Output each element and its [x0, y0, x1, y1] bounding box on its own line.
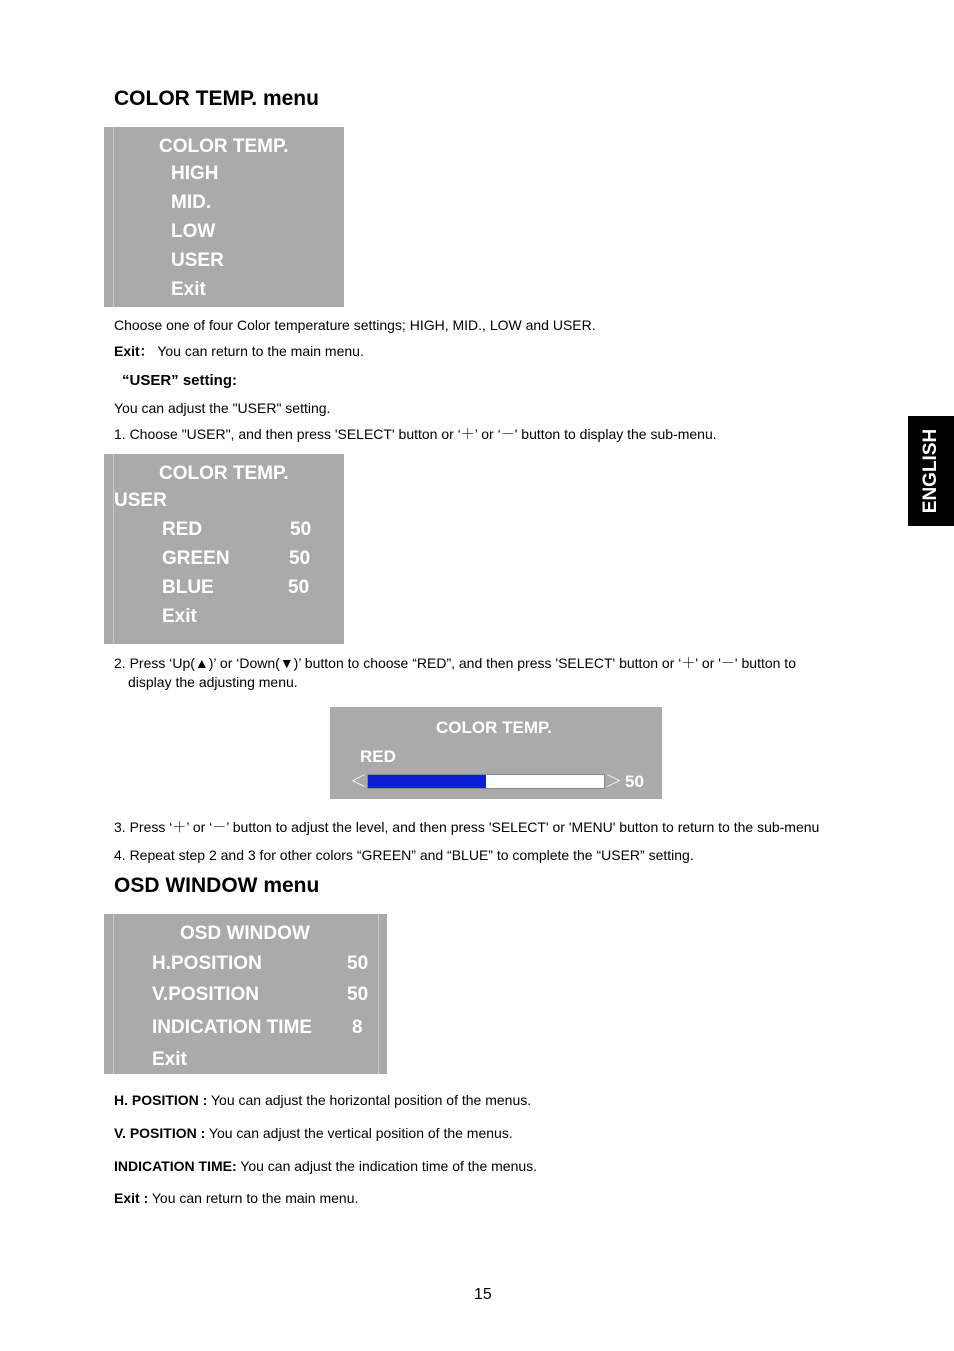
osd-header: COLOR TEMP.: [159, 463, 289, 484]
slider-fill: [368, 775, 486, 788]
osd-item-exit: Exit: [171, 279, 206, 300]
osd-row-red-value: 50: [290, 519, 312, 540]
osd-row-vposition-label: V.POSITION: [152, 984, 259, 1005]
page-number: 15: [474, 1286, 492, 1303]
osd-row-vposition-value: 50: [347, 984, 369, 1005]
osd-header: OSD WINDOW: [180, 923, 310, 944]
osd-row-green-value: 50: [289, 548, 311, 569]
step-4: 4. Repeat step 2 and 3 for other colors “GREEN” and “BLUE” to complete the “USER” setting.: [114, 847, 694, 863]
osd-row-indication-time-value: 8: [352, 1017, 363, 1038]
osd-color-temp-menu: [104, 127, 344, 307]
osd-header: COLOR TEMP.: [436, 718, 552, 737]
step-1: 1. Choose "USER", and then press 'SELECT' button or ‘＋’ or ‘－' button to display the sub-menu.: [114, 426, 717, 442]
desc-label: Exit :: [114, 1190, 149, 1206]
osd-user-submenu: [104, 454, 344, 644]
osd-divider-right: [378, 914, 379, 1074]
language-tab: [908, 416, 954, 526]
osd-row-red-label: RED: [162, 519, 203, 540]
desc-text: You can adjust the vertical position of the menus.: [208, 1125, 513, 1141]
osd-item-exit: Exit: [152, 1049, 187, 1070]
desc-label: INDICATION TIME:: [114, 1158, 237, 1174]
section-title-color-temp: COLOR TEMP. menu: [114, 87, 319, 110]
osd-item-mid: MID.: [171, 192, 212, 213]
osd-subheader-user: USER: [114, 490, 167, 511]
osd-row-hposition-value: 50: [347, 953, 369, 974]
desc-text: You can return to the main menu.: [151, 1190, 359, 1206]
osd-divider-left: [113, 914, 114, 1074]
red-level-slider[interactable]: [367, 774, 605, 789]
slider-right-arrow-icon: ＞: [605, 772, 622, 791]
language-tab-label: ENGLISH: [920, 428, 941, 514]
osd-item-high: HIGH: [171, 163, 219, 184]
osd-slider-label: RED: [360, 747, 396, 766]
exit-text: You can return to the main menu.: [157, 343, 364, 359]
osd-divider: [113, 454, 114, 644]
desc-h-position: [114, 1092, 531, 1109]
osd-divider: [113, 127, 114, 307]
exit-description: [114, 343, 364, 360]
osd-row-blue-value: 50: [288, 577, 310, 598]
user-setting-heading: “USER” setting:: [122, 372, 238, 389]
osd-header: COLOR TEMP.: [159, 136, 289, 157]
user-setting-description: You can adjust the "USER" setting.: [114, 400, 331, 416]
osd-item-user: USER: [171, 250, 224, 271]
step-2-line-2: display the adjusting menu.: [128, 674, 298, 690]
desc-label: H. POSITION :: [114, 1092, 208, 1108]
exit-label: Exit：: [114, 343, 154, 359]
slider-left-arrow-icon: ＜: [350, 772, 367, 791]
osd-row-blue-label: BLUE: [162, 577, 214, 598]
desc-text: You can adjust the indication time of the menus.: [240, 1158, 538, 1174]
osd-item-exit: Exit: [162, 606, 197, 627]
step-2-line-1: 2. Press ‘Up(▲)’ or ‘Down(▼)’ button to choose “RED”, and then press 'SELECT' button or ‘＋' or '－' button to: [114, 655, 796, 671]
desc-v-position: [114, 1125, 513, 1142]
osd-row-indication-time-label: INDICATION TIME: [152, 1017, 313, 1038]
slider-value: 50: [625, 772, 644, 791]
osd-window-menu: [104, 914, 387, 1074]
osd-row-hposition-label: H.POSITION: [152, 953, 262, 974]
step-3: 3. Press ‘＋’ or ‘－’ button to adjust the level, and then press 'SELECT' or 'MENU' button to return to the sub-menu: [114, 819, 820, 835]
desc-indication-time: [114, 1158, 537, 1175]
osd-item-low: LOW: [171, 221, 216, 242]
desc-text: You can adjust the horizontal position of the menus.: [210, 1092, 532, 1108]
color-temp-description: Choose one of four Color temperature settings; HIGH, MID., LOW and USER.: [114, 317, 596, 333]
desc-exit: [114, 1190, 358, 1207]
desc-label: V. POSITION :: [114, 1125, 206, 1141]
osd-row-green-label: GREEN: [162, 548, 230, 569]
section-title-osd-window: OSD WINDOW menu: [114, 874, 320, 897]
